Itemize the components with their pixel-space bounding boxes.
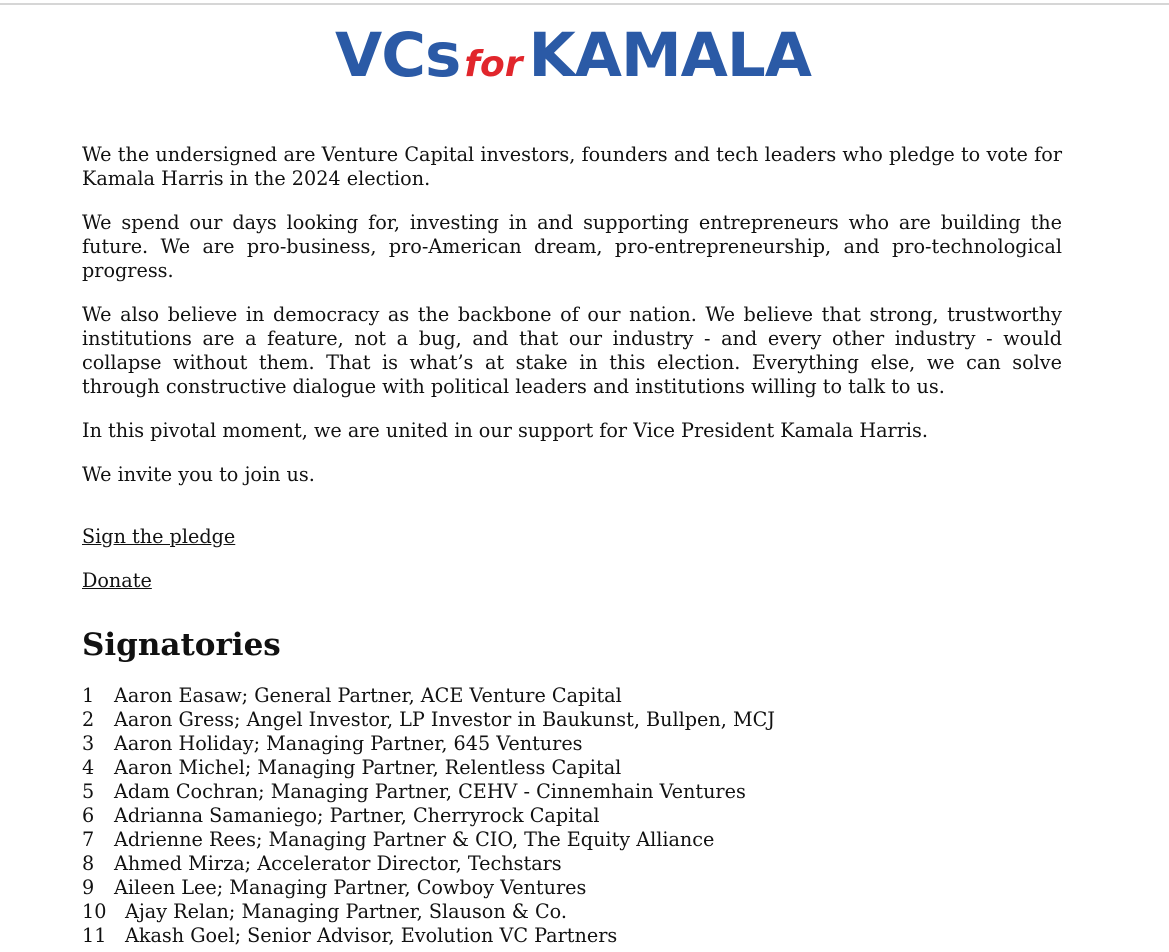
signatory-row <box>82 708 1062 732</box>
intro-paragraph: We also believe in democracy as the backbone of our nation. We believe that strong, trustworthy institutions are a feature, not a bug, and that our industry - and every other industry - would collapse without them. That is what’s at stake in this election. Everything else, we can solve through constructive dialogue with political leaders and institutions willing to talk to us. <box>82 303 1062 398</box>
logo-vcs: VCs <box>335 20 461 91</box>
signatory-row <box>82 852 1062 876</box>
signatory-number: 7 <box>82 828 95 851</box>
signatory-name: Aileen Lee; Managing Partner, Cowboy Ventures <box>114 876 587 899</box>
signatory-name: Aaron Gress; Angel Investor, LP Investor in Baukunst, Bullpen, MCJ <box>114 708 775 731</box>
signatory-list <box>82 684 1062 948</box>
signatory-row <box>82 684 1062 708</box>
intro-paragraph: In this pivotal moment, we are united in our support for Vice President Kamala Harris. <box>82 419 928 442</box>
signatory-number: 2 <box>82 708 95 731</box>
signatory-row <box>82 804 1062 828</box>
signatories-heading: Signatories <box>82 627 281 663</box>
signatory-name: Adrienne Rees; Managing Partner & CIO, The Equity Alliance <box>114 828 715 851</box>
signatory-name: Adrianna Samaniego; Partner, Cherryrock Capital <box>114 804 600 827</box>
logo-kamala: KAMALA <box>528 20 811 91</box>
signatory-number: 4 <box>82 756 95 779</box>
intro-paragraph: We invite you to join us. <box>82 463 315 486</box>
signatory-row <box>82 732 1062 756</box>
signatory-row <box>82 900 1062 924</box>
intro-paragraph: We spend our days looking for, investing in and supporting entrepreneurs who are building the future. We are pro-business, pro-American dream, pro-entrepreneurship, and pro-technological progress. <box>82 211 1062 282</box>
signatory-row <box>82 876 1062 900</box>
signatory-number: 8 <box>82 852 95 875</box>
logo-for: for <box>464 44 523 85</box>
signatory-name: Aaron Easaw; General Partner, ACE Venture Capital <box>114 684 622 707</box>
signatory-number: 3 <box>82 732 95 755</box>
signatory-row <box>82 756 1062 780</box>
signatory-number: 10 <box>82 900 107 923</box>
sign-pledge-link[interactable]: Sign the pledge <box>82 525 236 548</box>
donate-link[interactable]: Donate <box>82 569 152 592</box>
action-links <box>82 525 1062 593</box>
intro-paragraph: We the undersigned are Venture Capital investors, founders and tech leaders who pledge to vote for Kamala Harris in the 2024 election. <box>82 143 1062 190</box>
signatory-number: 9 <box>82 876 95 899</box>
signatory-number: 11 <box>82 924 107 947</box>
signatory-row <box>82 828 1062 852</box>
signatory-name: Ajay Relan; Managing Partner, Slauson & Co. <box>125 900 567 923</box>
vcs-for-kamala-logo <box>326 20 820 91</box>
signatory-number: 6 <box>82 804 95 827</box>
top-divider <box>0 3 1169 5</box>
signatory-name: Akash Goel; Senior Advisor, Evolution VC Partners <box>125 924 618 947</box>
signatory-name: Aaron Michel; Managing Partner, Relentless Capital <box>114 756 622 779</box>
signatory-row <box>82 780 1062 804</box>
signatory-number: 1 <box>82 684 95 707</box>
signatory-number: 5 <box>82 780 95 803</box>
signatory-name: Aaron Holiday; Managing Partner, 645 Ventures <box>114 732 583 755</box>
signatory-name: Adam Cochran; Managing Partner, CEHV - Cinnemhain Ventures <box>114 780 746 803</box>
signatory-row <box>82 924 1062 948</box>
signatory-name: Ahmed Mirza; Accelerator Director, Techstars <box>114 852 562 875</box>
main-content <box>82 143 1062 948</box>
